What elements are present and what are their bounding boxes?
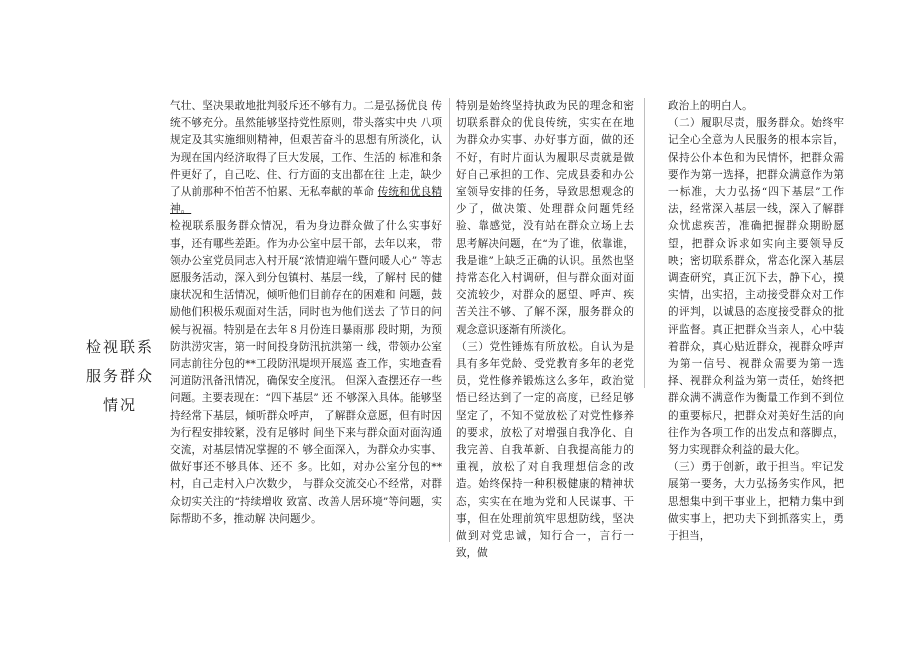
section-label-line-1: 检视联系 bbox=[85, 338, 154, 356]
text-column-2 bbox=[456, 98, 634, 562]
column-divider bbox=[449, 98, 450, 542]
section-label-line-3: 情况 bbox=[102, 396, 137, 414]
text-column-3 bbox=[668, 98, 844, 545]
paragraph: 特别是始终坚持执政为民的理念和密切联系群众的优良传统，实实在在地为群众办实事、办好事方面，做的还不好，有时片面认为履职尽责就是做好自己承担的工作、完成县委和办公室领导安排的任务，导致思想观念的少了，做决策、处理群众问题凭经验、靠感觉，没有站在群众立场上去思考解决问题，在“为了谁，依靠谁，我是谁”上缺乏正确的认识。虽然也坚持常态化入村调研，但与群众面对面交流较少，对群众的愿望、呼声、疾苦关注不够、了解不深，服务群众的观念意识逐渐有所淡化。 bbox=[456, 100, 634, 336]
paragraph: 政治上的明白人。 bbox=[668, 100, 753, 112]
underlined-phrase: 传统和优良精神。 bbox=[170, 186, 442, 216]
column-divider bbox=[644, 98, 645, 388]
text-column-1 bbox=[170, 98, 442, 528]
section-label-line-2: 服务群众 bbox=[85, 367, 154, 385]
paragraph: （三）党性锤炼有所放松。自认为是具有多年党龄、受党教育多年的老党员，党性修养锻炼这么多年，政治觉悟已经达到了一定的高度，已经足够坚定了，不知不觉放松了对党性修养的要求，放松了对增强自我净化、自我完善、自我革新、自我提高能力的重视，放松了对自我理想信念的改造。始终保持一种积极健康的精神状态，实实在在地为党和人民谋事、干事，但在处理前筑牢思想防线，坚决做到对党忠诚，知行合一，言行一致，做 bbox=[456, 340, 634, 560]
paragraph: （二）履职尽责，服务群众。始终牢记全心全意为人民服务的根本宗旨，保持公仆本色和为民情怀，把群众需要作为第一选择，把群众满意作为第一标准，大力弘扬“四下基层”工作法，经常深入基层一线，深入了解群众忧虑疾苦，准确把握群众期盼愿望，把群众诉求如实向主要领导反映；密切联系群众，常态化深入基层调查研究，真正沉下去，静下心，摸实情，出实招，主动接受群众对工作的评判，以诚恳的态度接受群众的批评监督。真正把群众当亲人，心中装着群众，真心贴近群众，视群众呼声为第一信号、视群众需要为第一选择、视群众利益为第一责任，始终把群众满不满意作为衡量工作到不到位的重要标尺，把群众对美好生活的向往作为各项工作的出发点和落脚点，努力实现群众利益的最大化。 bbox=[668, 117, 844, 457]
paragraph: （三）勇于创新，敢于担当。牢记发展第一要务，大力弘扬务实作风，把思想集中到干事业上，把精力集中到做实事上，把功夫下到抓落实上，勇于担当， bbox=[668, 461, 844, 543]
paragraph: 检视联系服务群众情况，看为身边群众做了什么实事好 事，还有哪些差距。作为办公室中层干部，去年以来， 带领办公室党员同志入村开展“浓情迎端午暨问暖人心” 等志愿服务活动，深入到分包镇村、基层一线，了解村 民的健康状况和生活情况，倾听他们目前存在的困难和 问题，鼓励他们积极乐观面对生活，同时也为他们送去 了节日的问候与祝福。特别是在去年８月份连日暴雨那 段时期，为预防洪涝灾害，第一时间投身防汛抗洪第一 线，带领办公室同志前往分包的**工段防汛堤坝开展巡 查工作，实地查看河道防汛备汛情况，确保安全度汛。 但深入查摆还存一些问题。主要表现在：“四下基层” 还 不够深入具体。能够坚持经常下基层，倾听群众呼声， 了解群众意愿，但有时因为行程安排较紧，没有足够时 间坐下来与群众面对面沟通交流，对基层情况掌握的不 够全面深入，为群众办实事、做好事还不够具体、还不 多。比如，对办公室分包的**村，自己走村入户次数少， 与群众交流交心不经常，对群众切实关注的“持续增收 致富、改善人居环境”等问题，实际帮助不多，推动解 决问题少。 bbox=[170, 220, 442, 525]
paragraph bbox=[170, 98, 442, 218]
paragraph-text: 气壮、坚决果敢地批判驳斥还不够有力。二是弘扬优良 传统不够充分。虽然能够坚持党性原则，带头落实中央 八项规定及其实施细则精神，但艰苦奋斗的思想有所淡化，认为现在国内经济取得了巨大发展，工作、生活的 标准和条件更好了，自己吃、住、行方面的支出都在往 上走，缺少了从前那种不怕苦不怕累、无私奉献的革命 bbox=[170, 100, 442, 199]
section-label bbox=[84, 333, 156, 420]
